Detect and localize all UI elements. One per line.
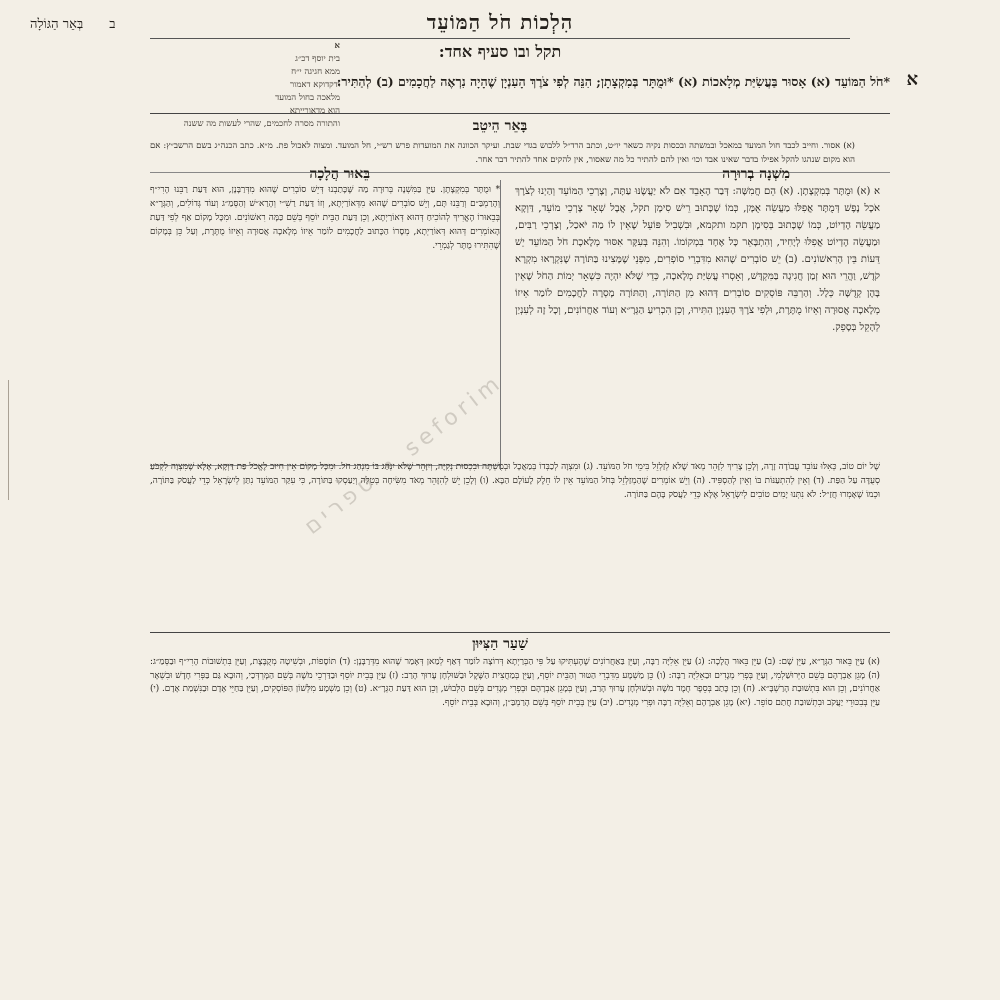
mishna-berura-heading: מִשְׁנָה בְרוּרָה [722, 166, 790, 182]
section-title: תקל ובו סעיף אחד: [438, 42, 562, 61]
running-head-label: בְּאֵר הַגּוֹלָה [30, 17, 84, 32]
page-letter: ב [109, 17, 116, 32]
biur-halacha-heading: בֵּאוּר הֲלָכָה [309, 166, 370, 182]
margin-note-line: ממא חגיגה י״ח [291, 67, 340, 77]
mishna-berura-text: א (א) וּמֻתָּר בְּמִקְצָתָן. (א) הֵם חֲמִשָּׁה: דְּבַר הָאָבֵד אִם לֹא יַעֲשֶׂנּוּ עַתָּה, וְצָרְכֵי הַמּוֹעֵד וְהַיְנוּ לְצֹרֶךְ אֹכֶל נֶפֶשׁ דְּמֻתָּר אֲפִלּוּ מַעֲשֵׂה אֻמָּן, כְּמוֹ שֶׁכָּתוּב רֵישׁ סִימָן תקל, אֲבָל שְׁאָר צָרְכֵי מוֹעֵד, דַּוְקָא מַעֲשֵׂה הֶדְיוֹט, כְּמוֹ שֶׁכָּתוּב בְּסִימָן תקמ ותקמא, וּבִשְׁבִיל פּוֹעֵל שֶׁאֵין לוֹ מַה יֹּאכַל, וְצָרְכֵי רַבִּים, וּמַעֲשֵׂה הֶדְיוֹט אֲפִלּוּ לְיָחִיד, וְהִתְבָּאֵר כָּל אֶחָד בִּמְקוֹמוֹ. וְהִנֵּה בְּעִקָּר אִסּוּר מְלֶאכֶת חֹל הַמּוֹעֵד יֵשׁ דֵּעוֹת בֵּין הָרִאשׁוֹנִים. (ב) יֵשׁ סוֹבְרִים שֶׁהוּא מִדִּבְרֵי סוֹפְרִים, מִפְּנֵי שֶׁמָּצִינוּ בַּתּוֹרָה שֶׁנִּקְרָאוּ מִקְרָא קֹדֶשׁ, וַהֲרֵי הוּא זְמַן חֲגִיגָה בַּמִּקְדָּשׁ, וְאָסְרוּ עֲשִׂיַּת מְלָאכָה, כְּדֵי שֶׁלֹּא יִהְיֶה כִּשְׁאָר יְמוֹת הַחֹל שֶׁאֵין בָּהֶן קְדֻשָּׁה כְּלָל. וְהַרְבֵּה פּוֹסְקִים סוֹבְרִים דְּהוּא מִן הַתּוֹרָה, וְהַתּוֹרָה מָסְרָה לַחֲכָמִים לוֹמַר אֵיזוֹ מְלָאכָה אֲסוּרָה וְאֵיזוֹ מֻתֶּרֶת, וּלְפִי צֹרֶךְ הָעִנְיָן הִתִּירוּ, וְכֵן הִכְרִיעַ הַגְּרָ״א וְעוֹד אַחֲרוֹנִים, וְכָל זֶה לְעִנְיַן לְהָקֵל בְּסָפֵק. [515, 186, 880, 333]
margin-note-letter: א [334, 41, 340, 51]
seif-letter: א [906, 69, 918, 90]
mishna-berura-continuation: שֶׁל יוֹם טוֹב, כְּאִלּוּ עוֹבֵד עֲבוֹדָה זָרָה, וְלָכֵן צָרִיךְ לִזָּהֵר מְאֹד שֶׁלֹּא לְזַלְזֵל בִּימֵי חֹל הַמּוֹעֵד. (ג) וּמִצְוָה לְכַבְּדוֹ בְּמַאֲכָל וּבְמִשְׁתֶּה וּבִכְסוּת נְקִיָּה, וְיִזָּהֵר שֶׁלֹּא יִנְהַג בּוֹ מִנְהַג חֹל. וּמִכָּל מָקוֹם אֵין חִיּוּב לֶאֱכֹל פַּת דַּוְקָא, אֶלָּא שֶׁמִּצְוָה לִקְבֹּעַ סְעֻדָּה עַל הַפַּת. (ד) וְאֵין לְהִתְעַנּוֹת בּוֹ וְאֵין לְהַסְפִּיד. (ה) וְיֵשׁ אוֹמְרִים שֶׁהַמְזַלְזֵל בְּחֹל הַמּוֹעֵד אֵין לוֹ חֵלֶק לָעוֹלָם הַבָּא. (ו) וְלָכֵן יֵשׁ לְהִזָּהֵר מְאֹד מִשִּׂיחָה בְּטֵלָה וְיַעַסְקוּ בַּתּוֹרָה, כִּי עִקַּר הַמּוֹעֵד נִתַּן לְיִשְׂרָאֵל כְּדֵי לַעֲסֹק בַּתּוֹרָה, וּכְמוֹ שֶׁאָמְרוּ חֲזַ״ל: לֹא נִתְּנוּ יָמִים טוֹבִים לְיִשְׂרָאֵל אֶלָּא כְּדֵי לַעֲסֹק בָּהֶם בַּתּוֹרָה. [150, 462, 880, 500]
page-header [30, 10, 850, 40]
margin-note-line: מלאכה בחול המועד [275, 93, 340, 103]
section-rule [150, 632, 890, 633]
page-title: הִלְכוֹת חֹל הַמּוֹעֵד [426, 10, 574, 34]
shaar-hatziyun-heading: שַׁעַר הַצִּיּוּן [472, 636, 528, 652]
margin-note-line: הוא מדאורייתא [289, 106, 340, 116]
biur-halacha-text: * וּמֻתָּר בְּמִקְצָתָן. עַיֵּן בַּמִּשְׁנָה בְּרוּרָה מַה שֶּׁכָּתַבְנוּ דְּיֵשׁ סוֹבְרִים שֶׁהוּא מִדְּרַבָּנָן, הוּא דַּעַת רַבֵּנוּ הָרִי״ף וְהָרַמְבַּ״ם וְרַבֵּנוּ תָּם, וְיֵשׁ סוֹבְרִים שֶׁהוּא מִדְּאוֹרַיְתָא, וְזוֹ דַּעַת רַשִׁ״י וְהָרַא״שׁ וְהַסְּמַ״ג וְעוֹד גְּדוֹלִים, וְהַגְּרָ״א בְּבֵאוּרוֹ הֶאֱרִיךְ לְהוֹכִיחַ דְּהוּא דְּאוֹרַיְתָא, וְכֵן דַּעַת הַבֵּית יוֹסֵף בְּשֵׁם כַּמָּה רִאשׁוֹנִים. וּמִכָּל מָקוֹם אַף לְפִי דַּעַת הָאוֹמְרִים דְּהוּא דְּאוֹרַיְתָא, מְסָרוֹ הַכָּתוּב לַחֲכָמִים לוֹמַר אֵיזוֹ מְלָאכָה אֲסוּרָה וְאֵיזוֹ מֻתֶּרֶת, וְעַל כֵּן בְּמָקוֹם שֶׁהִתִּירוּ מֻתָּר לְגַמְרֵי. [150, 185, 500, 251]
margin-note-line: בית יוסף דכ״ג [295, 54, 340, 64]
header-rule [150, 38, 850, 39]
be-heitev-heading: בָּאֵר הֵיטֵב [472, 118, 528, 134]
binding-margin [8, 380, 27, 500]
margin-note-line: ודקדוקא דאמור [289, 80, 340, 90]
margin-note-line: והתורה מסרה לחכמים, שהרי לעשות מה ששנה [183, 119, 340, 129]
shulchan-aruch-text [150, 69, 918, 92]
main-text-body: *חֹל הַמּוֹעֵד (א) אָסוּר בַּעֲשִׂיַּת מְלָאכוֹת (א) *וּמֻתָּר בְּמִקְצָתָן; הִנֵּה לְפִי צֹרֶךְ הָעִנְיָן שֶׁהָיָה נִרְאֶה לַחֲכָמִים (ב) לְהַתִּיר: [336, 74, 890, 89]
watermark: ספרים • seforim [300, 369, 509, 540]
shaar-hatziyun-text: (א) עַיֵּן בֵּאוּר הַגְּרָ״א, עַיֵּן שָׁם: (ב) עַיֵּן בֵּאוּר הֲלָכָה: (ג) עַיֵּן אֵלִיָּה רַבָּה, וְעַיֵּן בַּאַחֲרוֹנִים שֶׁהֶעְתִּיקוּ עַל פִּי הַבְּרַיְתָא דְּרוֹצָה לוֹמַר דְּאַף לְמַאן דְּאָמַר שֶׁהוּא מִדְּרַבָּנָן: (ד) תּוֹסָפוֹת, וּבְשִׁיטָה מְקֻבֶּצֶת, וְעַיֵּן בִּתְשׁוּבוֹת הָרִי״ף וּבַסְּמַ״ג: (ה) מָגֵן אַבְרָהָם בְּשֵׁם הַיְּרוּשַׁלְמִי, וְעַיֵּן בְּפְרִי מְגָדִים וּבַאֵלִיָּה רַבָּה: (ו) כֵּן מַשְׁמָע מִדִּבְרֵי הַטּוּר וְהַבֵּית יוֹסֵף, וְעַיֵּן בְּמַחֲצִית הַשֶּׁקֶל וּבַשּׁוּלְחָן עָרוּךְ הָרַב: (ז) עַיֵּן בְּבֵית יוֹסֵף וּבַדַּרְכֵי מֹשֶׁה בְּשֵׁם הַמָּרְדְּכַי, וְהוּבָא גַּם בַּפְּרִי חָדָשׁ וּבִשְׁאָר אַחֲרוֹנִים, וְכֵן הוּא בִּתְשׁוּבַת הָרַשְׁבָּ״א. (ח) וְכֵן כָּתַב בְּסֵפֶר חֶמֶד מֹשֶׁה וּבְשׁוּלְחָן עָרוּךְ הָרַב, וְעַיֵּן בְּמָגֵן אַבְרָהָם וּבְפְרִי מְגָדִים בְּשֵׁם הַלְּבוּשׁ, וְכֵן הוּא דַּעַת הַגְּרָ״א. (ט) וְכֵן מַשְׁמָע מִלְּשׁוֹן הַפּוֹסְקִים, וְעַיֵּן בַּחַיֵּי אָדָם וּבַנִּשְׁמַת אָדָם. (י) עַיֵּן בְּבִכּוּרֵי יַעֲקֹב וּבִתְשׁוּבַת חֲתַם סוֹפֵר. (יא) מָגֵן אַבְרָהָם וְאֵלִיָּה רַבָּה וּפְרִי מְגָדִים. (יב) עַיֵּן בְּבֵית יוֹסֵף בְּשֵׁם הָרַמְבַּ״ן, וְהוּבָא בְּבֵית יוֹסֵף. [150, 657, 880, 708]
header-left [30, 16, 116, 32]
section-rule [150, 113, 890, 114]
column-divider [500, 180, 501, 470]
be-heitev-text: (א) אסור. וחייב לכבד חול המועד במאכל ובמשתה ובכסות נקיה כשאר יו״ט, וכתב הרד״ל ללבוש בגדי שבת. ועיקר הכוונה את המועדות פרש רש״י, חל המועד. ומצוה לאכול פת. מ״א. כתב הכנה״ג בשם הרשב״ץ: אם הוא מקום שנהגו להקל אפילו בדבר שאינו אבד וכו׳ ואין להם להתיר כל מה שאסור, אין להקים אחד להתיר דבר אחר. [150, 141, 855, 165]
